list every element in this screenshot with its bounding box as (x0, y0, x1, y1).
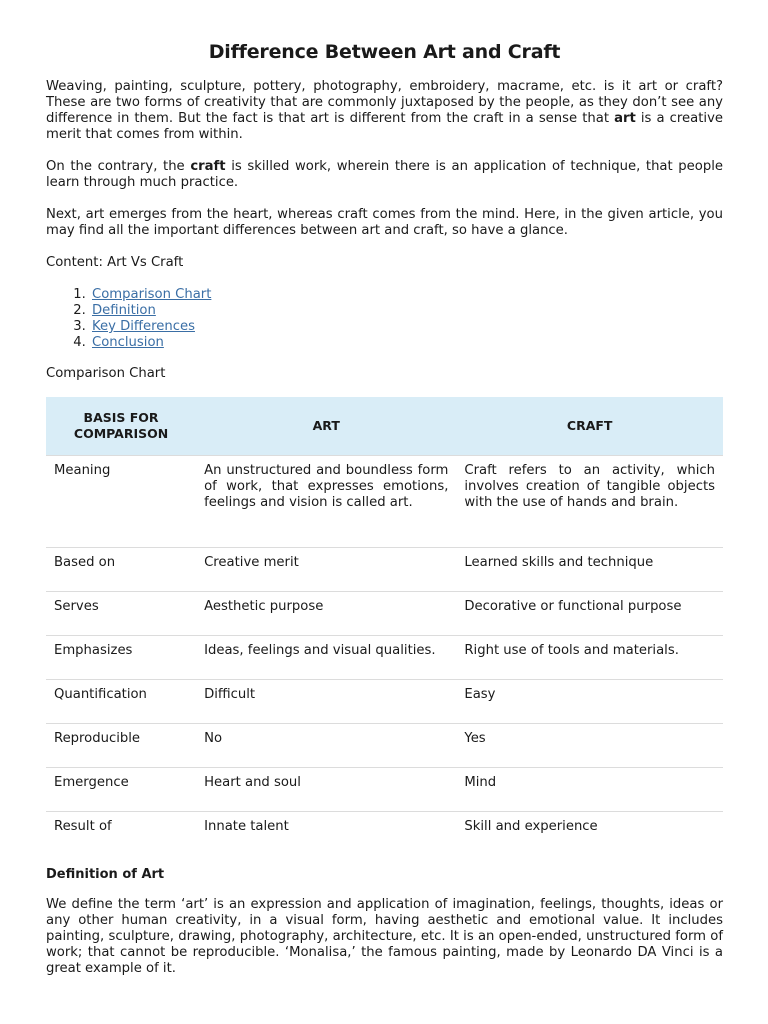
cell-art: Creative merit (196, 548, 456, 592)
cell-basis: Result of (46, 812, 196, 856)
table-row (46, 768, 723, 812)
intro-paragraph-3: Next, art emerges from the heart, whereas craft comes from the mind. Here, in the given article, you may find all the important differences between art and craft, so have a glance. (46, 207, 723, 238)
table-row (46, 548, 723, 592)
cell-craft: Right use of tools and materials. (456, 636, 723, 680)
table-row (46, 592, 723, 636)
cell-art: An unstructured and boundless form of work, that expresses emotions, feelings and vision is called art. (196, 456, 456, 548)
toc-item (90, 319, 723, 335)
cell-art: No (196, 724, 456, 768)
header-basis: BASIS FOR COMPARISON (46, 397, 196, 456)
header-craft: CRAFT (456, 397, 723, 456)
cell-basis: Based on (46, 548, 196, 592)
cell-craft: Skill and experience (456, 812, 723, 856)
comparison-chart-label: Comparison Chart (46, 366, 166, 381)
intro-paragraph-2: On the contrary, the craft is skilled work, wherein there is an application of technique, that people learn through much practice. (46, 159, 724, 190)
cell-craft: Easy (456, 680, 723, 724)
intro-paragraph-1: Weaving, painting, sculpture, pottery, photography, embroidery, macrame, etc. is it art or craft? These are two forms of creativity that are commonly juxtaposed by the people, as they don’t see any difference in them. But the fact is that art is different from the craft in a sense that art is a creative merit that comes from within. (46, 79, 723, 142)
toc-item (90, 303, 723, 319)
table-row (46, 724, 723, 768)
cell-art: Aesthetic purpose (196, 592, 456, 636)
cell-basis: Emergence (46, 768, 196, 812)
toc-link-key-differences[interactable]: Key Differences (92, 319, 195, 334)
table-row (46, 636, 723, 680)
table-row (46, 680, 723, 724)
cell-basis: Emphasizes (46, 636, 196, 680)
table-row (46, 456, 723, 548)
header-art: ART (196, 397, 456, 456)
definition-heading: Definition of Art (46, 867, 165, 882)
cell-craft: Decorative or functional purpose (456, 592, 723, 636)
cell-craft: Mind (456, 768, 723, 812)
table-header-row (46, 397, 723, 456)
comparison-table (46, 397, 723, 855)
content-label: Content: Art Vs Craft (46, 255, 184, 270)
document-page (46, 0, 723, 977)
toc-link-definition[interactable]: Definition (92, 303, 156, 318)
cell-basis: Reproducible (46, 724, 196, 768)
cell-art: Heart and soul (196, 768, 456, 812)
cell-craft: Learned skills and technique (456, 548, 723, 592)
toc-link-comparison-chart[interactable]: Comparison Chart (92, 287, 212, 302)
cell-craft: Craft refers to an activity, which involves creation of tangible objects with the use of hands and brain. (456, 456, 723, 548)
toc-item (90, 287, 723, 303)
cell-art: Ideas, feelings and visual qualities. (196, 636, 456, 680)
cell-art: Innate talent (196, 812, 456, 856)
toc-link-conclusion[interactable]: Conclusion (92, 335, 164, 350)
cell-basis: Serves (46, 592, 196, 636)
table-of-contents (46, 287, 723, 351)
cell-basis: Quantification (46, 680, 196, 724)
cell-basis: Meaning (46, 456, 196, 548)
cell-craft: Yes (456, 724, 723, 768)
definition-paragraph: We define the term ‘art’ is an expression and application of imagination, feelings, thoughts, ideas or any other human creativity, in a visual form, having aesthetic and emotional value. It includes painting, sculpture, drawing, photography, architecture, etc. It is an open-ended, unstructured form of work; that cannot be reproducible. ‘Monalisa,’ the famous painting, made by Leonardo DA Vinci is a great example of it. (46, 897, 723, 976)
toc-item (90, 335, 723, 351)
table-row (46, 812, 723, 856)
cell-art: Difficult (196, 680, 456, 724)
page-title: Difference Between Art and Craft (208, 41, 561, 63)
